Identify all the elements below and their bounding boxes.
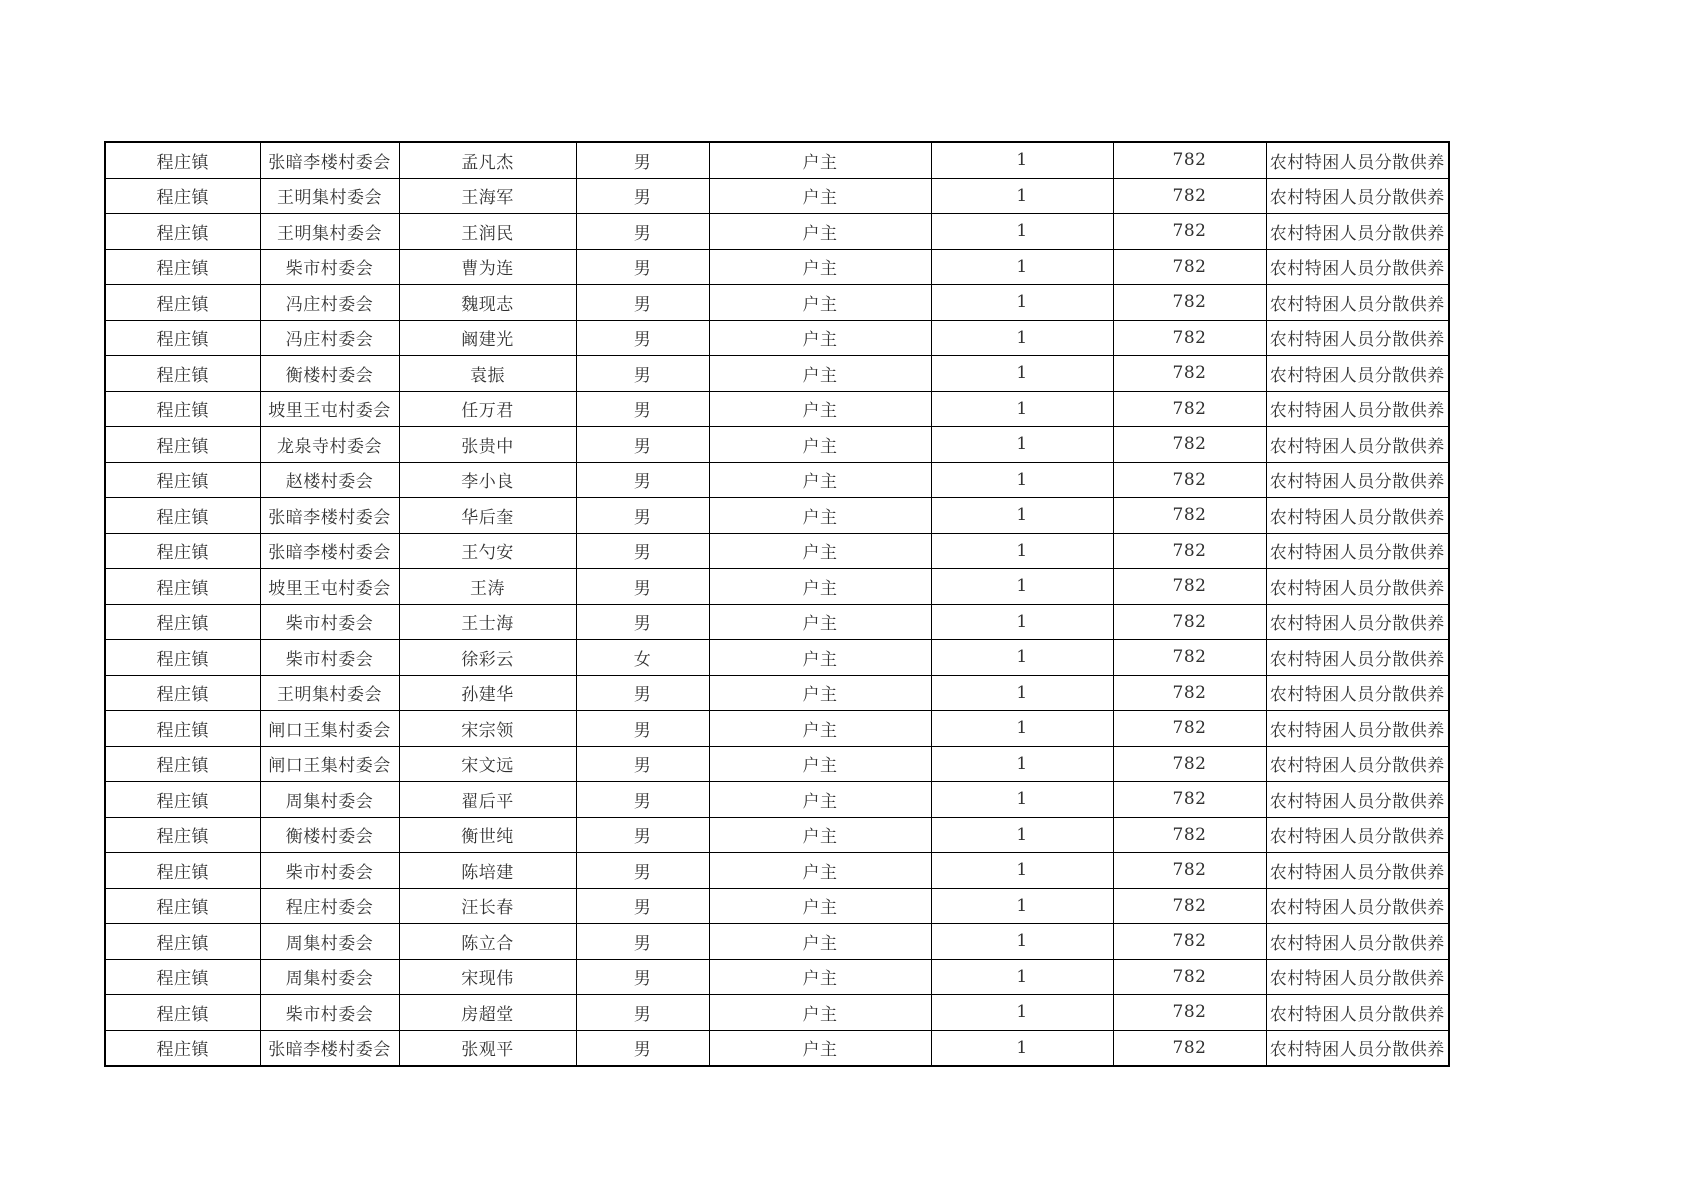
cell-person-name: 王润民	[399, 214, 576, 250]
cell-amount: 782	[1113, 817, 1266, 853]
cell-town: 程庄镇	[105, 995, 260, 1031]
cell-count: 1	[931, 285, 1113, 321]
cell-village-committee: 张暗李楼村委会	[260, 533, 399, 569]
cell-count: 1	[931, 249, 1113, 285]
cell-count: 1	[931, 178, 1113, 214]
welfare-roster-table	[104, 141, 1450, 1067]
cell-amount: 782	[1113, 427, 1266, 463]
cell-household-relation: 户主	[709, 249, 931, 285]
cell-village-committee: 王明集村委会	[260, 675, 399, 711]
cell-person-name: 宋现伟	[399, 959, 576, 995]
cell-town: 程庄镇	[105, 675, 260, 711]
cell-town: 程庄镇	[105, 853, 260, 889]
cell-village-committee: 赵楼村委会	[260, 462, 399, 498]
cell-town: 程庄镇	[105, 462, 260, 498]
cell-village-committee: 张暗李楼村委会	[260, 1030, 399, 1066]
cell-town: 程庄镇	[105, 604, 260, 640]
cell-count: 1	[931, 569, 1113, 605]
cell-village-committee: 衡楼村委会	[260, 817, 399, 853]
cell-town: 程庄镇	[105, 533, 260, 569]
cell-person-name: 魏现志	[399, 285, 576, 321]
cell-amount: 782	[1113, 711, 1266, 747]
table-row	[105, 142, 1449, 178]
cell-household-relation: 户主	[709, 142, 931, 178]
cell-count: 1	[931, 817, 1113, 853]
cell-person-name: 王勺安	[399, 533, 576, 569]
cell-person-name: 袁振	[399, 356, 576, 392]
cell-amount: 782	[1113, 924, 1266, 960]
cell-person-name: 陈立合	[399, 924, 576, 960]
cell-person-name: 宋宗领	[399, 711, 576, 747]
cell-gender: 男	[576, 178, 709, 214]
cell-support-category: 农村特困人员分散供养	[1266, 533, 1449, 569]
cell-count: 1	[931, 427, 1113, 463]
cell-household-relation: 户主	[709, 853, 931, 889]
cell-count: 1	[931, 782, 1113, 818]
cell-gender: 男	[576, 924, 709, 960]
cell-support-category: 农村特困人员分散供养	[1266, 320, 1449, 356]
cell-town: 程庄镇	[105, 711, 260, 747]
table-row	[105, 356, 1449, 392]
cell-support-category: 农村特困人员分散供养	[1266, 888, 1449, 924]
cell-amount: 782	[1113, 853, 1266, 889]
cell-household-relation: 户主	[709, 391, 931, 427]
cell-count: 1	[931, 853, 1113, 889]
cell-support-category: 农村特困人员分散供养	[1266, 178, 1449, 214]
cell-household-relation: 户主	[709, 498, 931, 534]
cell-support-category: 农村特困人员分散供养	[1266, 746, 1449, 782]
cell-town: 程庄镇	[105, 142, 260, 178]
cell-village-committee: 柴市村委会	[260, 995, 399, 1031]
cell-person-name: 华后奎	[399, 498, 576, 534]
cell-amount: 782	[1113, 1030, 1266, 1066]
table-row	[105, 888, 1449, 924]
cell-person-name: 曹为连	[399, 249, 576, 285]
table-row	[105, 853, 1449, 889]
cell-amount: 782	[1113, 569, 1266, 605]
cell-household-relation: 户主	[709, 569, 931, 605]
cell-amount: 782	[1113, 214, 1266, 250]
cell-support-category: 农村特困人员分散供养	[1266, 391, 1449, 427]
cell-person-name: 张观平	[399, 1030, 576, 1066]
cell-person-name: 陈培建	[399, 853, 576, 889]
cell-count: 1	[931, 462, 1113, 498]
cell-support-category: 农村特困人员分散供养	[1266, 640, 1449, 676]
cell-amount: 782	[1113, 959, 1266, 995]
cell-household-relation: 户主	[709, 604, 931, 640]
cell-town: 程庄镇	[105, 640, 260, 676]
cell-gender: 男	[576, 285, 709, 321]
cell-amount: 782	[1113, 533, 1266, 569]
cell-household-relation: 户主	[709, 533, 931, 569]
cell-count: 1	[931, 498, 1113, 534]
table-row	[105, 569, 1449, 605]
table-row	[105, 640, 1449, 676]
cell-household-relation: 户主	[709, 285, 931, 321]
cell-amount: 782	[1113, 142, 1266, 178]
cell-village-committee: 坡里王屯村委会	[260, 391, 399, 427]
cell-household-relation: 户主	[709, 817, 931, 853]
cell-count: 1	[931, 924, 1113, 960]
cell-gender: 男	[576, 498, 709, 534]
cell-support-category: 农村特困人员分散供养	[1266, 498, 1449, 534]
table-row	[105, 924, 1449, 960]
cell-household-relation: 户主	[709, 462, 931, 498]
cell-gender: 男	[576, 320, 709, 356]
cell-count: 1	[931, 320, 1113, 356]
cell-count: 1	[931, 746, 1113, 782]
cell-count: 1	[931, 142, 1113, 178]
cell-gender: 男	[576, 462, 709, 498]
cell-village-committee: 柴市村委会	[260, 604, 399, 640]
cell-town: 程庄镇	[105, 249, 260, 285]
cell-person-name: 宋文远	[399, 746, 576, 782]
cell-amount: 782	[1113, 320, 1266, 356]
cell-village-committee: 坡里王屯村委会	[260, 569, 399, 605]
cell-town: 程庄镇	[105, 746, 260, 782]
cell-support-category: 农村特困人员分散供养	[1266, 853, 1449, 889]
cell-household-relation: 户主	[709, 959, 931, 995]
cell-person-name: 徐彩云	[399, 640, 576, 676]
cell-gender: 男	[576, 604, 709, 640]
cell-amount: 782	[1113, 285, 1266, 321]
cell-village-committee: 周集村委会	[260, 959, 399, 995]
cell-amount: 782	[1113, 356, 1266, 392]
cell-gender: 男	[576, 142, 709, 178]
cell-village-committee: 张暗李楼村委会	[260, 142, 399, 178]
cell-household-relation: 户主	[709, 1030, 931, 1066]
cell-count: 1	[931, 640, 1113, 676]
cell-town: 程庄镇	[105, 817, 260, 853]
cell-amount: 782	[1113, 498, 1266, 534]
cell-person-name: 张贵中	[399, 427, 576, 463]
cell-village-committee: 闸口王集村委会	[260, 746, 399, 782]
cell-amount: 782	[1113, 604, 1266, 640]
cell-town: 程庄镇	[105, 782, 260, 818]
cell-town: 程庄镇	[105, 888, 260, 924]
cell-household-relation: 户主	[709, 888, 931, 924]
table-row	[105, 391, 1449, 427]
cell-count: 1	[931, 214, 1113, 250]
cell-support-category: 农村特困人员分散供养	[1266, 1030, 1449, 1066]
cell-town: 程庄镇	[105, 959, 260, 995]
cell-village-committee: 周集村委会	[260, 924, 399, 960]
cell-support-category: 农村特困人员分散供养	[1266, 249, 1449, 285]
cell-count: 1	[931, 675, 1113, 711]
cell-gender: 男	[576, 356, 709, 392]
cell-amount: 782	[1113, 391, 1266, 427]
cell-gender: 男	[576, 711, 709, 747]
cell-person-name: 王涛	[399, 569, 576, 605]
cell-town: 程庄镇	[105, 1030, 260, 1066]
cell-village-committee: 衡楼村委会	[260, 356, 399, 392]
cell-support-category: 农村特困人员分散供养	[1266, 142, 1449, 178]
cell-household-relation: 户主	[709, 640, 931, 676]
cell-support-category: 农村特困人员分散供养	[1266, 782, 1449, 818]
cell-person-name: 王士海	[399, 604, 576, 640]
cell-support-category: 农村特困人员分散供养	[1266, 995, 1449, 1031]
cell-support-category: 农村特困人员分散供养	[1266, 356, 1449, 392]
table-row	[105, 959, 1449, 995]
cell-village-committee: 王明集村委会	[260, 214, 399, 250]
table-row	[105, 533, 1449, 569]
cell-village-committee: 冯庄村委会	[260, 285, 399, 321]
cell-amount: 782	[1113, 178, 1266, 214]
cell-support-category: 农村特困人员分散供养	[1266, 604, 1449, 640]
cell-support-category: 农村特困人员分散供养	[1266, 817, 1449, 853]
cell-household-relation: 户主	[709, 427, 931, 463]
cell-person-name: 阚建光	[399, 320, 576, 356]
cell-village-committee: 闸口王集村委会	[260, 711, 399, 747]
cell-village-committee: 柴市村委会	[260, 640, 399, 676]
cell-person-name: 王海军	[399, 178, 576, 214]
cell-gender: 男	[576, 853, 709, 889]
cell-village-committee: 王明集村委会	[260, 178, 399, 214]
cell-town: 程庄镇	[105, 391, 260, 427]
cell-town: 程庄镇	[105, 285, 260, 321]
cell-household-relation: 户主	[709, 675, 931, 711]
cell-gender: 男	[576, 817, 709, 853]
cell-gender: 男	[576, 746, 709, 782]
table-row	[105, 711, 1449, 747]
cell-count: 1	[931, 959, 1113, 995]
cell-gender: 男	[576, 1030, 709, 1066]
cell-count: 1	[931, 391, 1113, 427]
cell-count: 1	[931, 533, 1113, 569]
cell-count: 1	[931, 356, 1113, 392]
table-row	[105, 995, 1449, 1031]
cell-amount: 782	[1113, 640, 1266, 676]
cell-amount: 782	[1113, 746, 1266, 782]
table-row	[105, 285, 1449, 321]
cell-village-committee: 张暗李楼村委会	[260, 498, 399, 534]
cell-support-category: 农村特困人员分散供养	[1266, 285, 1449, 321]
table-row	[105, 462, 1449, 498]
cell-gender: 男	[576, 782, 709, 818]
table-row	[105, 746, 1449, 782]
table-row	[105, 320, 1449, 356]
cell-amount: 782	[1113, 995, 1266, 1031]
cell-household-relation: 户主	[709, 711, 931, 747]
cell-count: 1	[931, 711, 1113, 747]
table-row	[105, 1030, 1449, 1066]
cell-household-relation: 户主	[709, 924, 931, 960]
cell-household-relation: 户主	[709, 320, 931, 356]
table-row	[105, 178, 1449, 214]
cell-amount: 782	[1113, 888, 1266, 924]
cell-person-name: 孙建华	[399, 675, 576, 711]
cell-town: 程庄镇	[105, 498, 260, 534]
cell-person-name: 衡世纯	[399, 817, 576, 853]
cell-support-category: 农村特困人员分散供养	[1266, 959, 1449, 995]
cell-household-relation: 户主	[709, 746, 931, 782]
cell-person-name: 任万君	[399, 391, 576, 427]
table-row	[105, 249, 1449, 285]
cell-gender: 男	[576, 675, 709, 711]
cell-household-relation: 户主	[709, 356, 931, 392]
cell-town: 程庄镇	[105, 178, 260, 214]
cell-gender: 男	[576, 569, 709, 605]
cell-person-name: 汪长春	[399, 888, 576, 924]
cell-village-committee: 周集村委会	[260, 782, 399, 818]
cell-village-committee: 柴市村委会	[260, 249, 399, 285]
cell-town: 程庄镇	[105, 356, 260, 392]
table-row	[105, 214, 1449, 250]
table-row	[105, 675, 1449, 711]
table-row	[105, 817, 1449, 853]
table-body	[105, 142, 1449, 1066]
cell-household-relation: 户主	[709, 178, 931, 214]
cell-town: 程庄镇	[105, 569, 260, 605]
cell-household-relation: 户主	[709, 214, 931, 250]
table-row	[105, 498, 1449, 534]
cell-support-category: 农村特困人员分散供养	[1266, 711, 1449, 747]
cell-support-category: 农村特困人员分散供养	[1266, 924, 1449, 960]
cell-village-committee: 冯庄村委会	[260, 320, 399, 356]
cell-gender: 男	[576, 888, 709, 924]
cell-village-committee: 程庄村委会	[260, 888, 399, 924]
cell-village-committee: 龙泉寺村委会	[260, 427, 399, 463]
table-row	[105, 427, 1449, 463]
table-row	[105, 604, 1449, 640]
cell-amount: 782	[1113, 782, 1266, 818]
cell-gender: 男	[576, 249, 709, 285]
cell-support-category: 农村特困人员分散供养	[1266, 214, 1449, 250]
cell-town: 程庄镇	[105, 427, 260, 463]
cell-gender: 男	[576, 959, 709, 995]
cell-person-name: 孟凡杰	[399, 142, 576, 178]
cell-person-name: 房超堂	[399, 995, 576, 1031]
cell-person-name: 翟后平	[399, 782, 576, 818]
cell-village-committee: 柴市村委会	[260, 853, 399, 889]
cell-count: 1	[931, 995, 1113, 1031]
table-row	[105, 782, 1449, 818]
cell-support-category: 农村特困人员分散供养	[1266, 569, 1449, 605]
cell-amount: 782	[1113, 675, 1266, 711]
cell-amount: 782	[1113, 462, 1266, 498]
cell-household-relation: 户主	[709, 782, 931, 818]
cell-support-category: 农村特困人员分散供养	[1266, 427, 1449, 463]
cell-town: 程庄镇	[105, 214, 260, 250]
cell-gender: 男	[576, 391, 709, 427]
cell-household-relation: 户主	[709, 995, 931, 1031]
cell-count: 1	[931, 888, 1113, 924]
cell-town: 程庄镇	[105, 924, 260, 960]
cell-amount: 782	[1113, 249, 1266, 285]
cell-gender: 男	[576, 533, 709, 569]
cell-gender: 男	[576, 427, 709, 463]
cell-person-name: 李小良	[399, 462, 576, 498]
cell-gender: 男	[576, 214, 709, 250]
cell-count: 1	[931, 604, 1113, 640]
cell-count: 1	[931, 1030, 1113, 1066]
cell-support-category: 农村特困人员分散供养	[1266, 462, 1449, 498]
cell-gender: 男	[576, 995, 709, 1031]
cell-support-category: 农村特困人员分散供养	[1266, 675, 1449, 711]
cell-gender: 女	[576, 640, 709, 676]
cell-town: 程庄镇	[105, 320, 260, 356]
